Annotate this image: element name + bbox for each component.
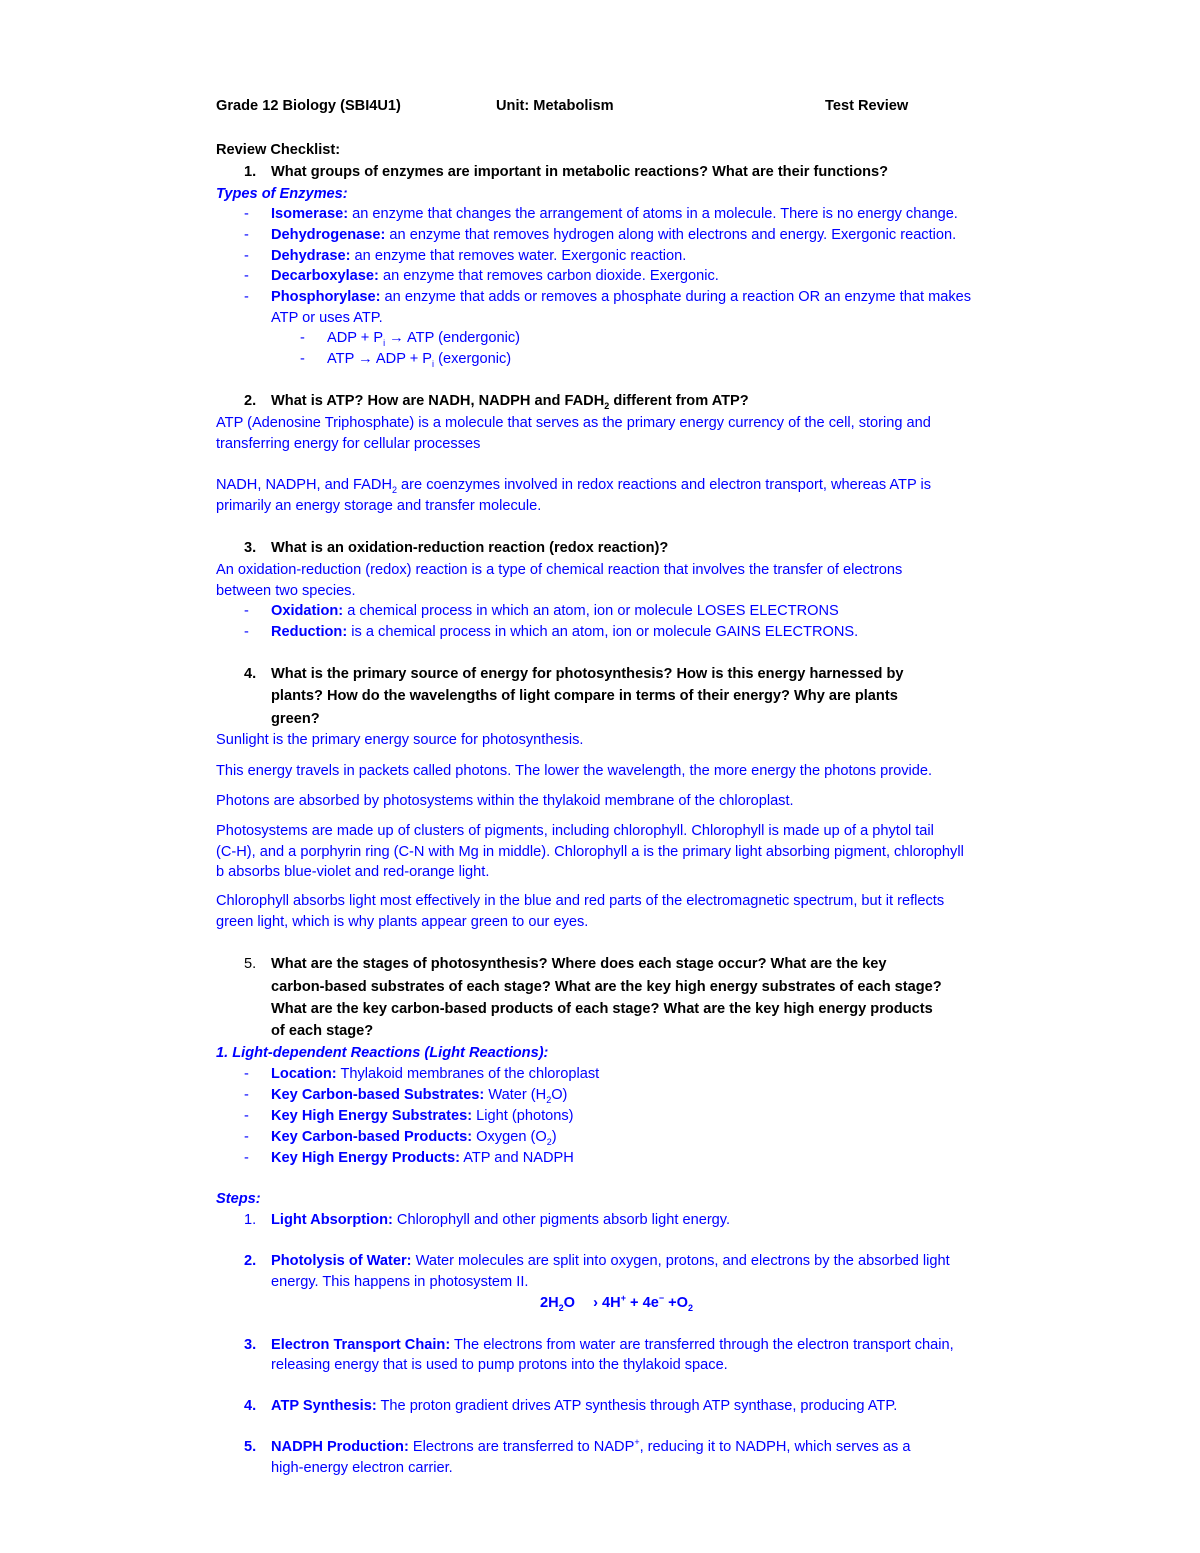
oxidation-definition: Oxidation: a chemical process in which an atom, ion or molecule LOSES ELECTRONS <box>271 603 839 619</box>
q3-answer-line: between two species. <box>216 583 356 599</box>
enzyme-decarboxylase: Decarboxylase: an enzyme that removes carbon dioxide. Exergonic. <box>271 268 719 284</box>
q4-paragraph: Photosystems are made up of clusters of pigments, including chlorophyll. Chlorophyll is made up of a phytol tail <box>216 823 934 839</box>
q4-number: 4. <box>244 666 257 682</box>
list-bullet: - <box>244 1129 249 1145</box>
list-bullet: - <box>244 206 249 222</box>
step-number: 3. <box>244 1337 257 1353</box>
enzyme-phosphorylase: Phosphorylase: an enzyme that adds or removes a phosphate during a reaction OR an enzyme that makes <box>271 289 972 305</box>
q1-subheading: Types of Enzymes: <box>216 186 348 202</box>
list-bullet: - <box>244 1108 249 1124</box>
doc-type: Test Review <box>825 98 909 114</box>
list-bullet: - <box>244 289 249 305</box>
step-electron-transport-cont: releasing energy that is used to pump protons into the thylakoid space. <box>271 1357 728 1373</box>
step-electron-transport: Electron Transport Chain: The electrons from water are transferred through the electron transport chain, <box>271 1337 954 1353</box>
q4-paragraph: This energy travels in packets called photons. The lower the wavelength, the more energy the photons provide. <box>216 763 933 779</box>
reaction-endergonic: ADP + $P_i$ → ATP (endergonic) <box>327 330 521 348</box>
phosphorylase-cont: ATP or uses ATP. <box>271 310 383 326</box>
unit-title: Unit: Metabolism <box>496 98 614 114</box>
checklist-title: Review Checklist: <box>216 142 341 158</box>
q4-question-line: green? <box>271 711 320 727</box>
reaction-exergonic: ATP → ADP + $P_i$ (exergonic) <box>327 351 512 369</box>
stage1-carbon-products: Key Carbon-based Products: Oxygen $(O_2)$ <box>271 1129 557 1147</box>
q2-number: 2. <box>244 393 257 409</box>
step-light-absorption: Light Absorption: Chlorophyll and other pigments absorb light energy. <box>271 1212 731 1228</box>
step-nadph-production-cont: high-energy electron carrier. <box>271 1460 453 1476</box>
list-bullet: - <box>244 624 249 640</box>
q1-number: 1. <box>244 164 257 180</box>
list-bullet: - <box>244 1066 249 1082</box>
q5-question-line: What are the key carbon-based products of each stage? What are the key high energy products <box>271 1001 933 1017</box>
list-bullet: - <box>300 351 305 367</box>
q5-question-line: of each stage? <box>271 1023 374 1039</box>
list-bullet: - <box>244 268 249 284</box>
q3-answer-line: An oxidation-reduction (redox) reaction is a type of chemical reaction that involves the transfer of electrons <box>216 562 903 578</box>
q5-question-line: What are the stages of photosynthesis? Where does each stage occur? What are the key <box>271 956 887 972</box>
reduction-definition: Reduction: is a chemical process in which an atom, ion or molecule GAINS ELECTRONS. <box>271 624 859 640</box>
q2-answer-line: transferring energy for cellular processes <box>216 436 481 452</box>
q5-number: 5. <box>244 956 257 972</box>
step-photolysis: Photolysis of Water: Water molecules are split into oxygen, protons, and electrons by the absorbed light <box>271 1253 950 1269</box>
list-bullet: - <box>244 1087 249 1103</box>
q2-answer-line: NADH, NADPH, and $FADH_2$ are coenzymes involved in redox reactions and electron transport, whereas ATP is <box>216 477 932 495</box>
step-atp-synthesis: ATP Synthesis: The proton gradient drives ATP synthesis through ATP synthase, producing ATP. <box>271 1398 898 1414</box>
q4-question-line: plants? How do the wavelengths of light compare in terms of their energy? Why are plants <box>271 688 898 704</box>
list-bullet: - <box>244 227 249 243</box>
course-title: Grade 12 Biology (SBI4U1) <box>216 98 401 114</box>
photolysis-equation: $2H_2O$ › $4H^+ + 4e^- +O_2$ <box>540 1293 694 1313</box>
q2-question: What is ATP? How are NADH, NADPH and $FADH_2$ different from ATP? <box>271 393 749 411</box>
list-bullet: - <box>244 248 249 264</box>
step-number: 2. <box>244 1253 257 1269</box>
q4-paragraph: Chlorophyll absorbs light most effectively in the blue and red parts of the electromagnetic spectrum, but it reflects <box>216 893 945 909</box>
list-bullet: - <box>300 330 305 346</box>
enzyme-dehydrase: Dehydrase: an enzyme that removes water. Exergonic reaction. <box>271 248 687 264</box>
step-number: 1. <box>244 1212 257 1228</box>
q2-answer-line: ATP (Adenosine Triphosphate) is a molecule that serves as the primary energy currency of the cell, storing and <box>216 415 931 431</box>
q4-paragraph: Photons are absorbed by photosystems within the thylakoid membrane of the chloroplast. <box>216 793 794 809</box>
stage1-energy-products: Key High Energy Products: ATP and NADPH <box>271 1150 574 1166</box>
q4-question-line: What is the primary source of energy for photosynthesis? How is this energy harnessed by <box>271 666 904 682</box>
q4-paragraph: b absorbs blue-violet and red-orange light. <box>216 864 490 880</box>
stage1-carbon-substrates: Key Carbon-based Substrates: Water $(H_2O)$ <box>271 1087 568 1105</box>
q2-answer-line: primarily an energy storage and transfer molecule. <box>216 498 542 514</box>
enzyme-isomerase: Isomerase: an enzyme that changes the arrangement of atoms in a molecule. There is no energy change. <box>271 206 958 222</box>
step-photolysis-cont: energy. This happens in photosystem II. <box>271 1274 529 1290</box>
step-number: 5. <box>244 1439 257 1455</box>
q4-paragraph: Sunlight is the primary energy source for photosynthesis. <box>216 732 584 748</box>
stage1-energy-substrates: Key High Energy Substrates: Light (photons) <box>271 1108 574 1124</box>
q5-question-line: carbon-based substrates of each stage? What are the key high energy substrates of each stage? <box>271 979 942 995</box>
stage1-heading: 1. Light-dependent Reactions (Light Reactions): <box>216 1045 549 1061</box>
q1-question: What groups of enzymes are important in metabolic reactions? What are their functions? <box>271 164 889 180</box>
q3-question: What is an oxidation-reduction reaction (redox reaction)? <box>271 540 669 556</box>
enzyme-dehydrogenase: Dehydrogenase: an enzyme that removes hydrogen along with electrons and energy. Exergonic reaction. <box>271 227 957 243</box>
q4-paragraph: (C-H), and a porphyrin ring (C-N with Mg in middle). Chlorophyll a is the primary light absorbing pigment, chlorophyll <box>216 844 964 860</box>
list-bullet: - <box>244 603 249 619</box>
q4-paragraph: green light, which is why plants appear green to our eyes. <box>216 914 589 930</box>
step-nadph-production: NADPH Production: Electrons are transferred to NADP+, reducing it to NADPH, which serves as a <box>271 1437 911 1455</box>
steps-heading: Steps: <box>216 1191 261 1207</box>
q3-number: 3. <box>244 540 257 556</box>
stage1-location: Location: Thylakoid membranes of the chloroplast <box>271 1066 600 1082</box>
list-bullet: - <box>244 1150 249 1166</box>
step-number: 4. <box>244 1398 257 1414</box>
